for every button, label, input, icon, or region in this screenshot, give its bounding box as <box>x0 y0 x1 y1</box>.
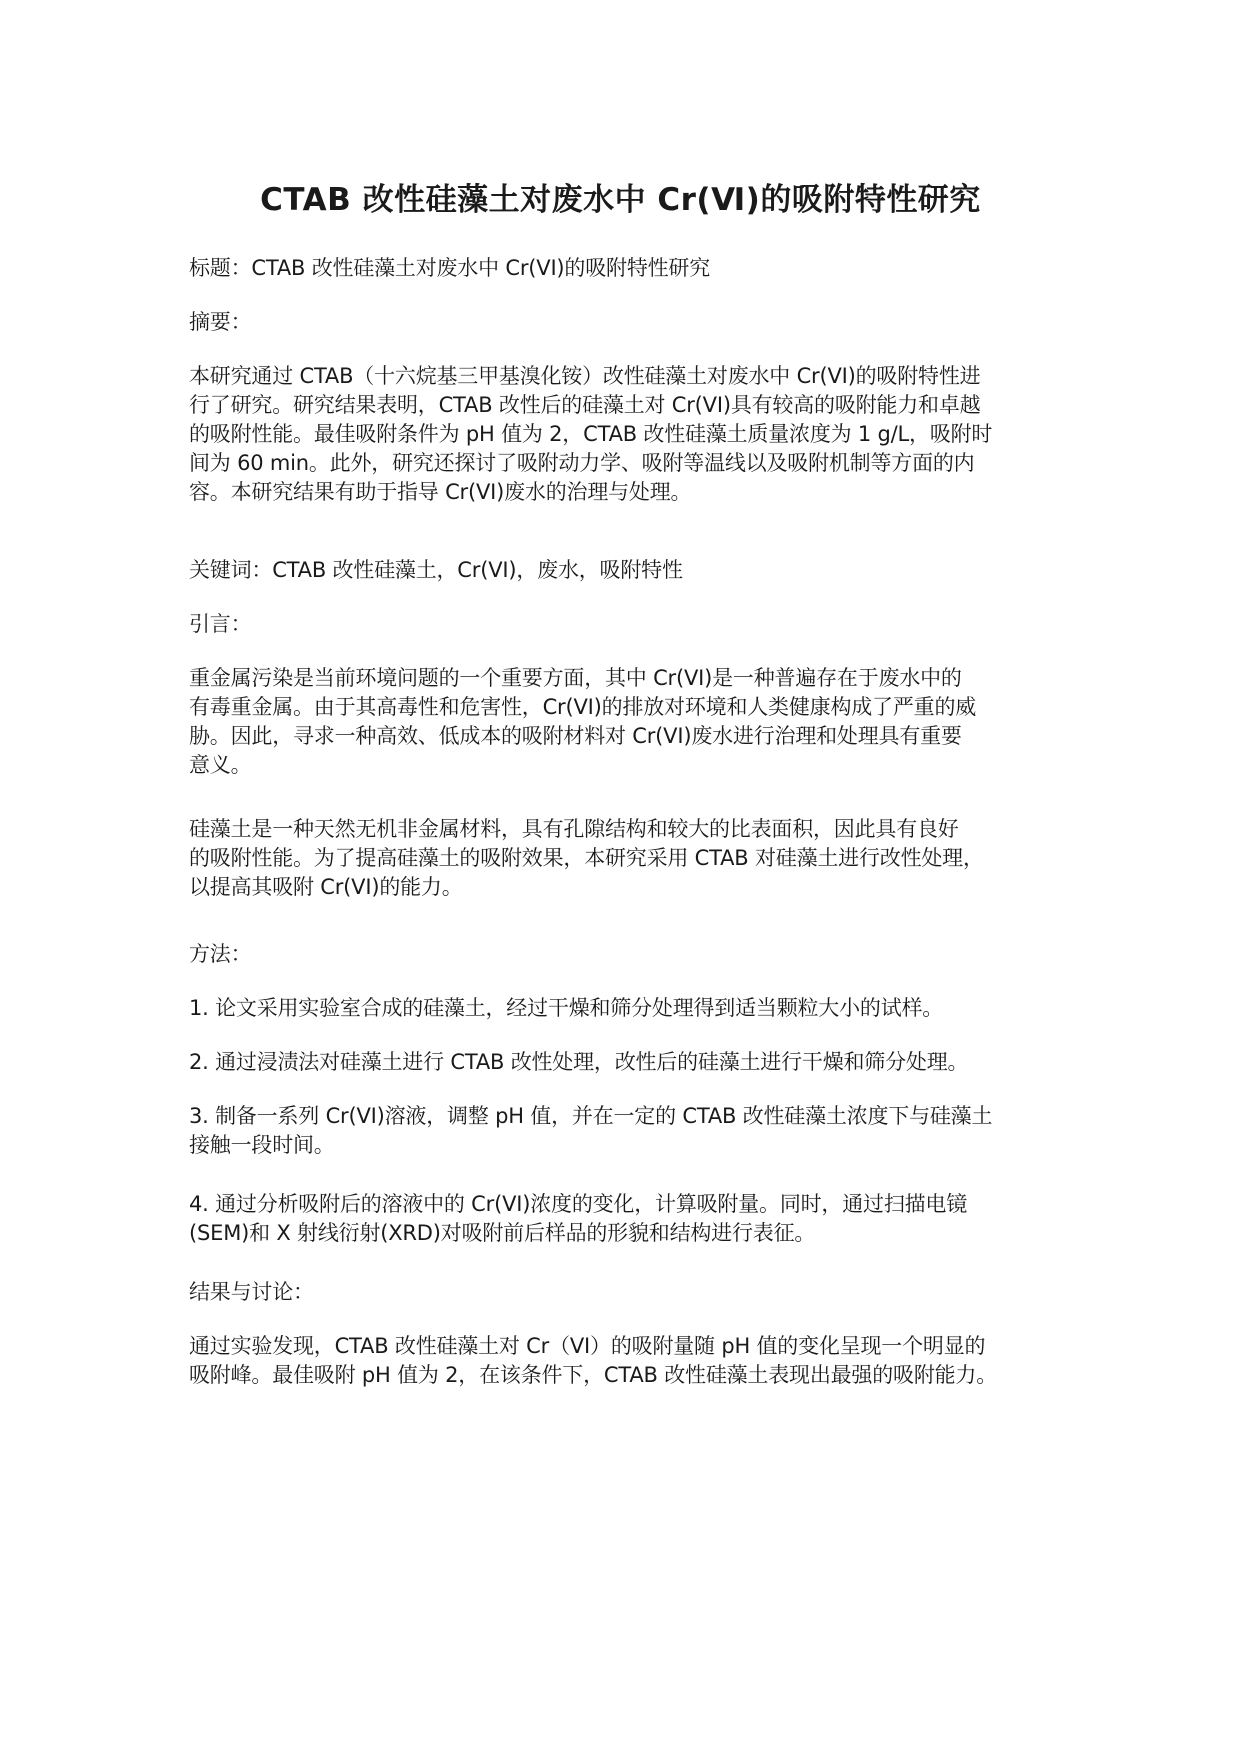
text-line: 有毒重金属。由于其高毒性和危害性，Cr(VI)的排放对环境和人类健康构成了严重的威 <box>189 695 977 719</box>
text-line: (SEM)和 X 射线衍射(XRD)对吸附前后样品的形貌和结构进行表征。 <box>189 1221 816 1245</box>
text-line: 3. 制备一系列 Cr(VI)溶液，调整 pH 值，并在一定的 CTAB 改性硅藻土浓度下与硅藻土 <box>189 1104 993 1128</box>
intro-para-2 <box>189 815 1085 902</box>
method-3 <box>189 1102 1085 1160</box>
document-title: CTAB 改性硅藻土对废水中 Cr(Ⅵ)的吸附特性研究 <box>260 182 981 218</box>
text-line: 本研究通过 CTAB（十六烷基三甲基溴化铵）改性硅藻土对废水中 Cr(VI)的吸附特性进 <box>189 364 981 388</box>
text-line: 结果与讨论： <box>189 1280 314 1304</box>
intro-para-1 <box>189 664 1085 780</box>
text-line: 关键词：CTAB 改性硅藻土，Cr(VI)，废水，吸附特性 <box>189 558 683 582</box>
text-line: 方法： <box>189 942 252 966</box>
text-line: 吸附峰。最佳吸附 pH 值为 2，在该条件下，CTAB 改性硅藻土表现出最强的吸附能力。 <box>189 1363 998 1387</box>
results-para-1 <box>189 1332 1085 1390</box>
text-line: 摘要： <box>189 310 252 334</box>
abstract-label <box>189 308 1085 337</box>
text-line: 以提高其吸附 Cr(VI)的能力。 <box>189 875 463 899</box>
method-4 <box>189 1190 1085 1248</box>
text-line: 通过实验发现，CTAB 改性硅藻土对 Cr（VI）的吸附量随 pH 值的变化呈现一个明显的 <box>189 1334 986 1358</box>
text-line: 胁。因此，寻求一种高效、低成本的吸附材料对 Cr(VI)废水进行治理和处理具有重要 <box>189 724 962 748</box>
text-line: 引言： <box>189 612 252 636</box>
intro-label <box>189 610 1085 639</box>
text-line: 4. 通过分析吸附后的溶液中的 Cr(VI)浓度的变化，计算吸附量。同时，通过扫描电镜 <box>189 1192 968 1216</box>
abstract-text <box>189 362 1085 507</box>
text-line: 接触一段时间。 <box>189 1133 335 1157</box>
text-line: 2. 通过浸渍法对硅藻土进行 CTAB 改性处理，改性后的硅藻土进行干燥和筛分处理。 <box>189 1050 969 1074</box>
text-line: 的吸附性能。最佳吸附条件为 pH 值为 2，CTAB 改性硅藻土质量浓度为 1 g/L，吸附时 <box>189 422 993 446</box>
text-line: 重金属污染是当前环境问题的一个重要方面，其中 Cr(VI)是一种普遍存在于废水中的 <box>189 666 962 690</box>
text-line: 意义。 <box>189 753 252 777</box>
keywords <box>189 556 1085 585</box>
text-line: 容。本研究结果有助于指导 Cr(VI)废水的治理与处理。 <box>189 480 692 504</box>
text-line: 的吸附性能。为了提高硅藻土的吸附效果，本研究采用 CTAB 对硅藻土进行改性处理， <box>189 846 984 870</box>
heading-line <box>189 254 1085 283</box>
method-2 <box>189 1048 1085 1077</box>
methods-label <box>189 940 1085 969</box>
text-line: 标题：CTAB 改性硅藻土对废水中 Cr(VI)的吸附特性研究 <box>189 256 711 280</box>
text-line: 1. 论文采用实验室合成的硅藻土，经过干燥和筛分处理得到适当颗粒大小的试样。 <box>189 996 944 1020</box>
text-line: 行了研究。研究结果表明，CTAB 改性后的硅藻土对 Cr(VI)具有较高的吸附能力和卓越 <box>189 393 981 417</box>
method-1 <box>189 994 1085 1023</box>
results-label <box>189 1278 1085 1307</box>
text-line: 硅藻土是一种天然无机非金属材料，具有孔隙结构和较大的比表面积，因此具有良好 <box>189 817 959 841</box>
text-line: 间为 60 min。此外，研究还探讨了吸附动力学、吸附等温线以及吸附机制等方面的内 <box>189 451 975 475</box>
